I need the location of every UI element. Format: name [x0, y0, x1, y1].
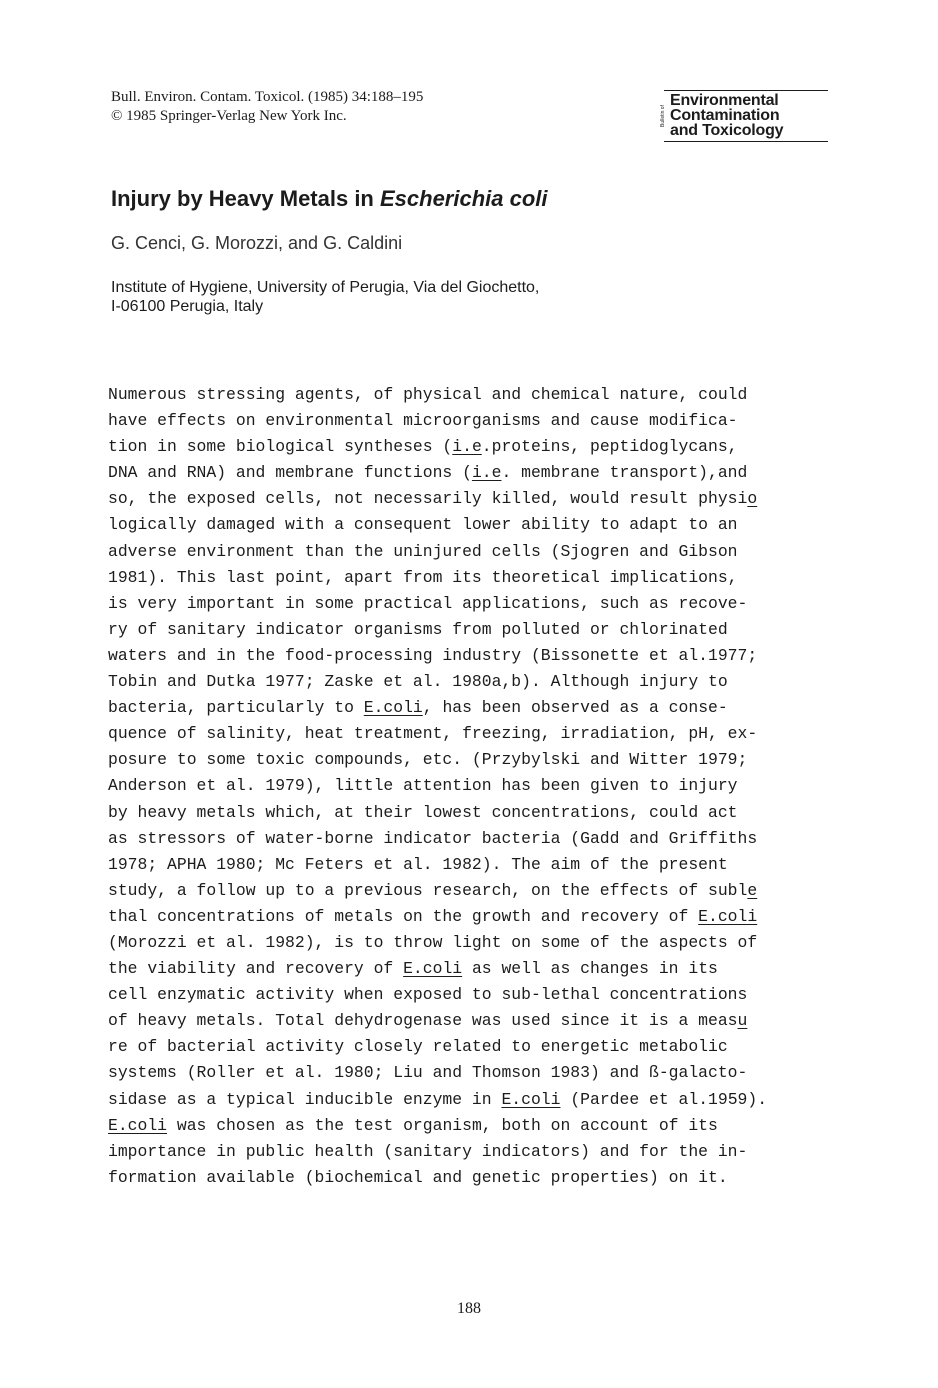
body-line	[108, 878, 767, 904]
body-text-segment: . membrane transport),and	[501, 463, 748, 483]
underlined-term: E.coli	[698, 906, 758, 926]
body-line	[108, 800, 767, 826]
body-line	[108, 460, 767, 486]
body-line	[108, 1087, 767, 1113]
body-line	[108, 512, 767, 538]
body-line	[108, 956, 767, 982]
logo-side-text: Bulletin of	[660, 105, 666, 127]
affiliation	[111, 278, 539, 316]
body-line	[108, 643, 767, 669]
logo-rule-bottom	[664, 141, 828, 142]
body-line	[108, 408, 767, 434]
body-line	[108, 826, 767, 852]
body-line	[108, 982, 767, 1008]
body-line	[108, 1113, 767, 1139]
body-text-segment: 1978; APHA 1980; Mc Feters et al. 1982). The aim of the present	[108, 854, 728, 874]
underlined-term: E.coli	[403, 959, 463, 979]
body-line	[108, 669, 767, 695]
body-text-segment: (Pardee et al.1959).	[560, 1089, 768, 1109]
body-text-segment: 1981). This last point, apart from its theoretical implications,	[108, 567, 738, 587]
logo-line-contamination: Contamination	[670, 107, 780, 124]
body-text-segment: adverse environment than the uninjured cells (Sjogren and Gibson	[108, 541, 738, 561]
body-line	[108, 486, 767, 512]
body-text-segment: systems (Roller et al. 1980; Liu and Thomson 1983) and ß-galacto-	[108, 1063, 748, 1083]
body-text-segment: bacteria, particularly to	[108, 698, 364, 718]
copyright-line: © 1985 Springer-Verlag New York Inc.	[111, 108, 347, 124]
body-text-segment: as stressors of water-borne indicator bacteria (Gadd and Griffiths	[108, 828, 758, 848]
body-text-segment: tion in some biological syntheses (	[108, 437, 453, 457]
body-text-segment: ry of sanitary indicator organisms from polluted or chlorinated	[108, 619, 728, 639]
underlined-term: u	[737, 1011, 748, 1031]
body-line	[108, 747, 767, 773]
body-line	[108, 1060, 767, 1086]
underlined-term: o	[747, 489, 758, 509]
body-line	[108, 565, 767, 591]
body-text-segment: study, a follow up to a previous research, on the effects of subl	[108, 880, 748, 900]
logo-line-environmental: Environmental	[670, 92, 779, 109]
body-text-segment: was chosen as the test organism, both on account of its	[167, 1115, 718, 1135]
logo-line-toxicology: and Toxicology	[670, 122, 784, 139]
body-text-segment: sidase as a typical inducible enzyme in	[108, 1089, 502, 1109]
body-text-segment: as well as changes in its	[462, 959, 718, 979]
body-text-segment: cell enzymatic activity when exposed to sub-lethal concentrations	[108, 985, 748, 1005]
body-line	[108, 434, 767, 460]
body-text-segment: thal concentrations of metals on the growth and recovery of	[108, 906, 699, 926]
body-text-segment: formation available (biochemical and genetic properties) on it.	[108, 1167, 728, 1187]
body-text-segment: is very important in some practical applications, such as recove-	[108, 593, 748, 613]
article-title	[111, 186, 548, 212]
body-text-segment: waters and in the food-processing industry (Bissonette et al.1977;	[108, 645, 758, 665]
body-line	[108, 617, 767, 643]
body-text-segment: logically damaged with a consequent lower ability to adapt to an	[108, 515, 738, 535]
body-text-segment: posure to some toxic compounds, etc. (Przybylski and Witter 1979;	[108, 750, 748, 770]
body-line	[108, 1165, 767, 1191]
body-text-segment: have effects on environmental microorganisms and cause modifica-	[108, 411, 738, 431]
logo-rule-top	[664, 90, 828, 91]
body-line	[108, 1034, 767, 1060]
body-line	[108, 1139, 767, 1165]
journal-logo	[660, 90, 828, 142]
body-line	[108, 721, 767, 747]
underlined-term: e	[747, 880, 758, 900]
body-line	[108, 382, 767, 408]
page-number: 188	[457, 1300, 481, 1317]
citation-block	[111, 88, 423, 126]
underlined-term: E.coli	[108, 1115, 168, 1135]
body-text-segment: DNA and RNA) and membrane functions (	[108, 463, 472, 483]
body-line	[108, 539, 767, 565]
title-species: Escherichia coli	[379, 186, 548, 211]
body-text-segment: Numerous stressing agents, of physical and chemical nature, could	[108, 385, 748, 404]
body-text-segment: (Morozzi et al. 1982), is to throw light on some of the aspects of	[108, 932, 758, 952]
body-line	[108, 591, 767, 617]
title-plain: Injury by Heavy Metals in	[111, 186, 380, 211]
affiliation-line: Institute of Hygiene, University of Perugia, Via del Giochetto,	[111, 279, 540, 296]
underlined-term: E.coli	[363, 698, 423, 718]
authors: G. Cenci, G. Morozzi, and G. Caldini	[111, 233, 403, 253]
underlined-term: i.e	[452, 437, 482, 457]
body-text-segment: .proteins, peptidoglycans,	[481, 437, 738, 457]
body-line	[108, 1008, 767, 1034]
citation-line: Bull. Environ. Contam. Toxicol. (1985) 34:188–195	[111, 89, 424, 105]
body-text	[108, 382, 767, 1191]
body-text-segment: by heavy metals which, at their lowest concentrations, could act	[108, 802, 738, 822]
underlined-term: E.coli	[501, 1089, 561, 1109]
body-text-segment: Anderson et al. 1979), little attention has been given to injury	[108, 776, 738, 796]
body-text-segment: the viability and recovery of	[108, 959, 404, 979]
body-text-segment: re of bacterial activity closely related to energetic metabolic	[108, 1037, 728, 1057]
body-text-segment: so, the exposed cells, not necessarily killed, would result physi	[108, 489, 748, 509]
body-text-segment: importance in public health (sanitary indicators) and for the in-	[108, 1141, 748, 1161]
body-line	[108, 904, 767, 930]
body-text-segment: , has been observed as a conse-	[422, 698, 728, 718]
body-line	[108, 930, 767, 956]
body-line	[108, 695, 767, 721]
body-line	[108, 773, 767, 799]
body-text-segment: quence of salinity, heat treatment, freezing, irradiation, pH, ex-	[108, 724, 758, 744]
body-text-segment: of heavy metals. Total dehydrogenase was used since it is a meas	[108, 1011, 738, 1031]
affiliation-line: I-06100 Perugia, Italy	[111, 298, 264, 315]
body-line	[108, 852, 767, 878]
body-text-segment: Tobin and Dutka 1977; Zaske et al. 1980a,b). Although injury to	[108, 672, 728, 692]
underlined-term: i.e	[471, 463, 502, 483]
